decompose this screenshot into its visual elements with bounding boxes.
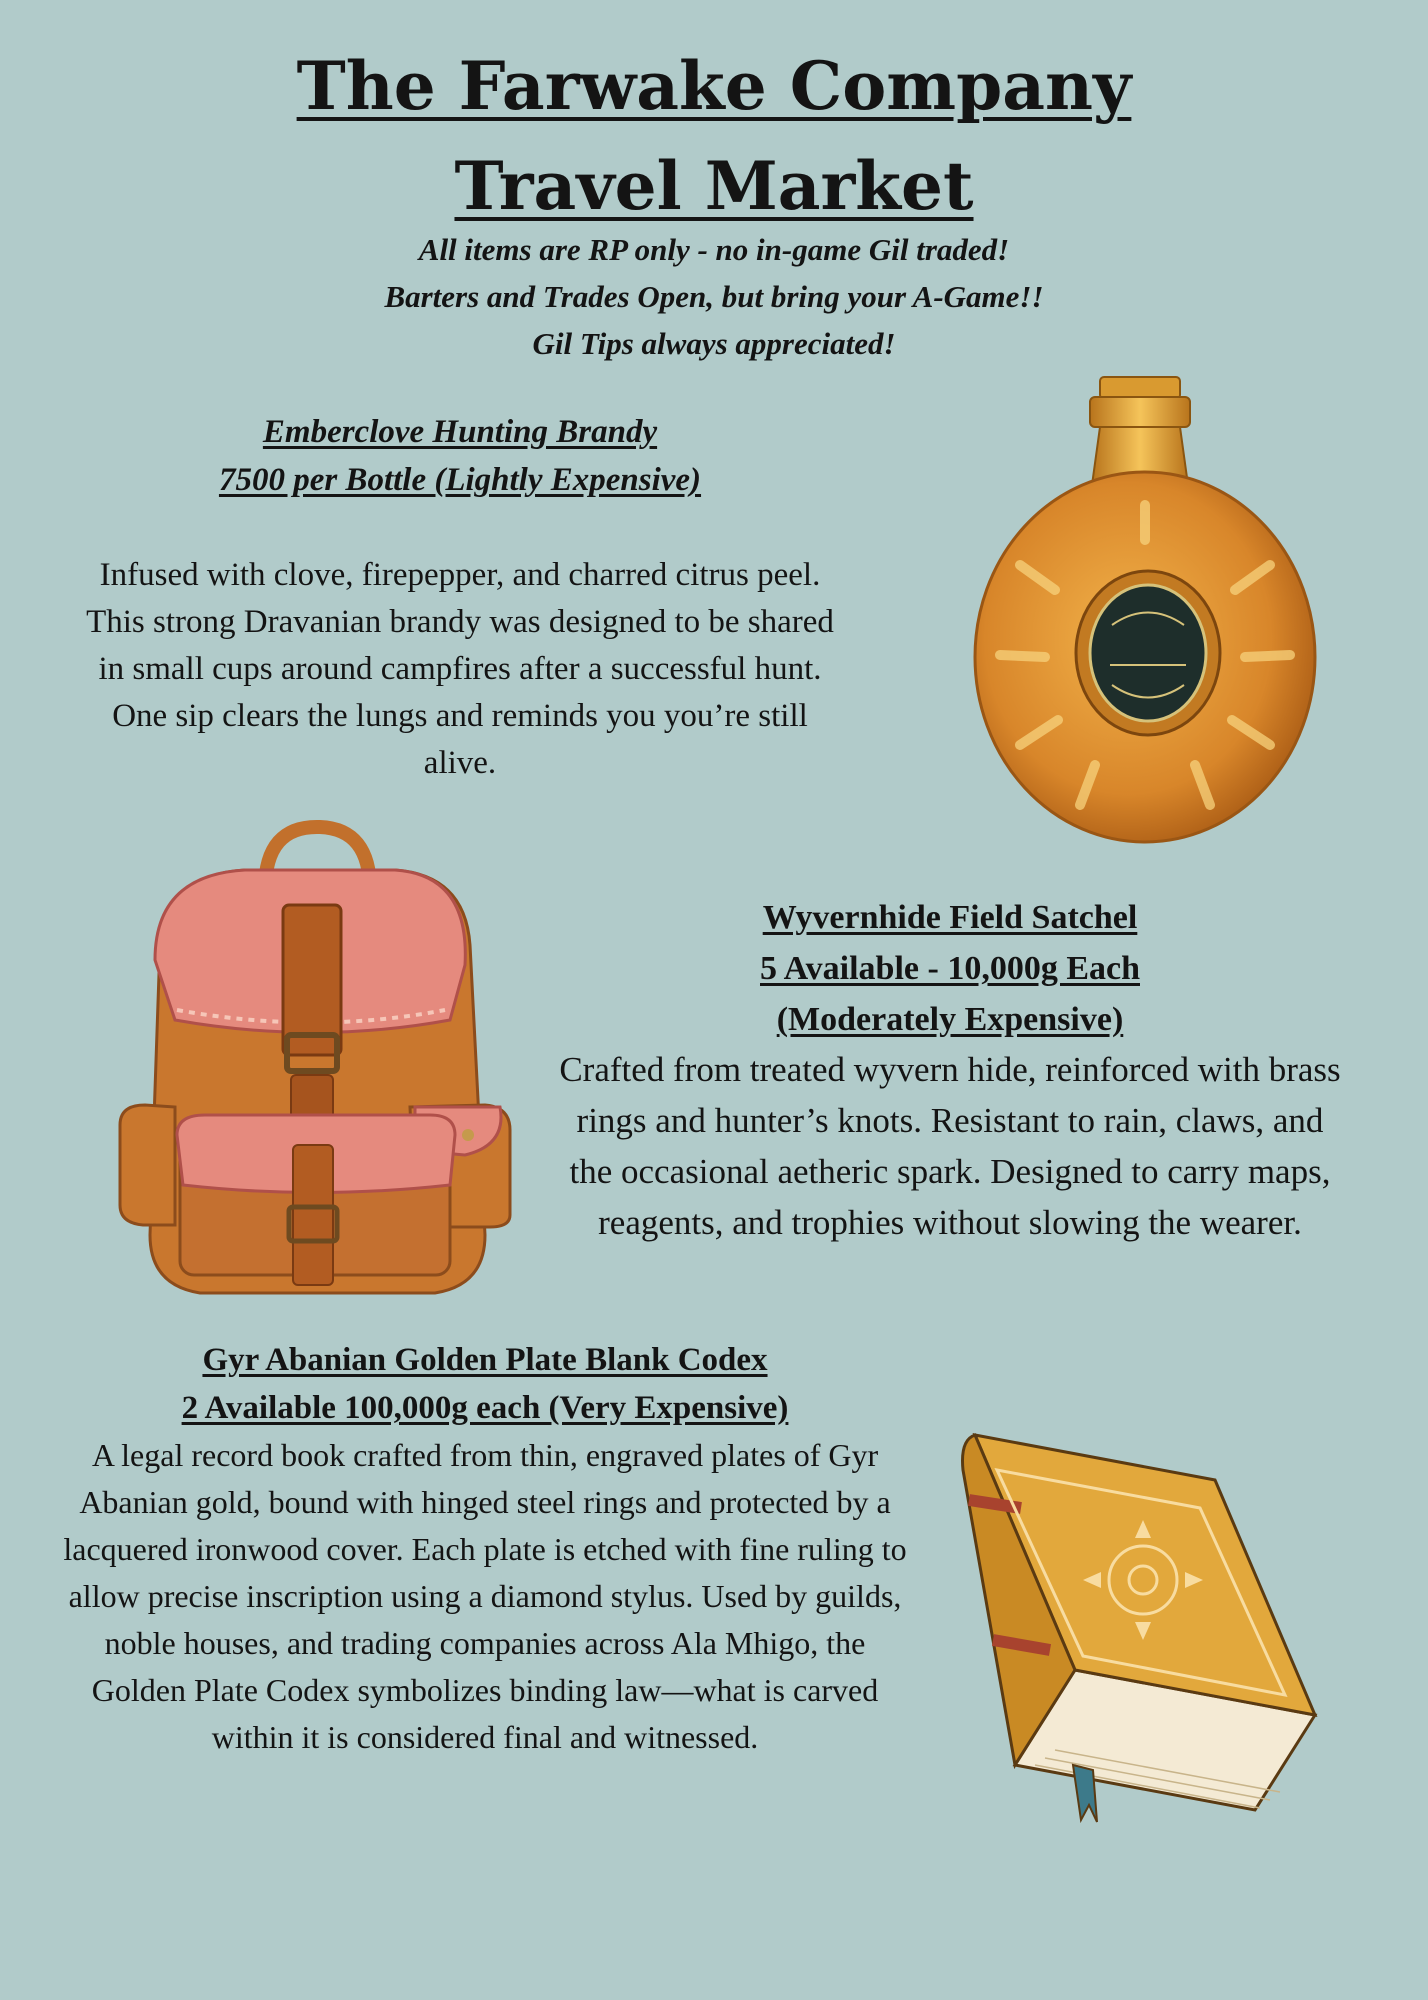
codex-description: A legal record book crafted from thin, engraved plates of Gyr Abanian gold, bound with hinged steel rings and protected by a lacquered ironwood cover. Each plate is etched with fine ruling to allow precise inscription using a diamond stylus. Used by guilds, noble houses, and trading companies across Ala Mhigo, the Golden Plate Codex symbolizes binding law—what is carved within it is considered final and witnessed. (63, 1437, 907, 1755)
brandy-price: 7500 per Bottle (Lightly Expensive) (218, 462, 702, 498)
satchel-price-note: (Moderately Expensive) (776, 1001, 1124, 1038)
leather-backpack-illustration (115, 815, 515, 1310)
satchel-heading (560, 892, 1340, 1045)
brandy-heading (80, 408, 840, 504)
tagline-line-2: Barters and Trades Open, but bring your A-Game!! (384, 279, 1044, 314)
tagline (0, 226, 1428, 367)
title-line-1: The Farwake Company (296, 47, 1132, 125)
brandy-bottle-illustration (960, 375, 1330, 845)
codex-heading (60, 1336, 910, 1432)
title-line-2: Travel Market (454, 147, 974, 225)
satchel-availability: 5 Available - 10,000g Each (760, 950, 1140, 987)
satchel-description: Crafted from treated wyvern hide, reinforced with brass rings and hunter’s knots. Resistant to rain, claws, and the occasional aetheric spark. Designed to carry maps, reagents, and trophies without slowing the wearer. (559, 1050, 1341, 1242)
tagline-line-3: Gil Tips always appreciated! (532, 326, 896, 361)
golden-book-illustration (955, 1410, 1335, 1830)
codex-name: Gyr Abanian Golden Plate Blank Codex (202, 1342, 768, 1378)
codex-price: 2 Available 100,000g each (Very Expensive) (181, 1390, 789, 1426)
page-title (0, 36, 1428, 236)
satchel-name: Wyvernhide Field Satchel (762, 899, 1138, 936)
brandy-name: Emberclove Hunting Brandy (262, 414, 658, 450)
brandy-description: Infused with clove, firepepper, and charred citrus peel. This strong Dravanian brandy was designed to be shared in small cups around campfires after a successful hunt. One sip clears the lungs and reminds you you’re still alive. (86, 557, 834, 781)
tagline-line-1: All items are RP only - no in-game Gil traded! (418, 232, 1010, 267)
